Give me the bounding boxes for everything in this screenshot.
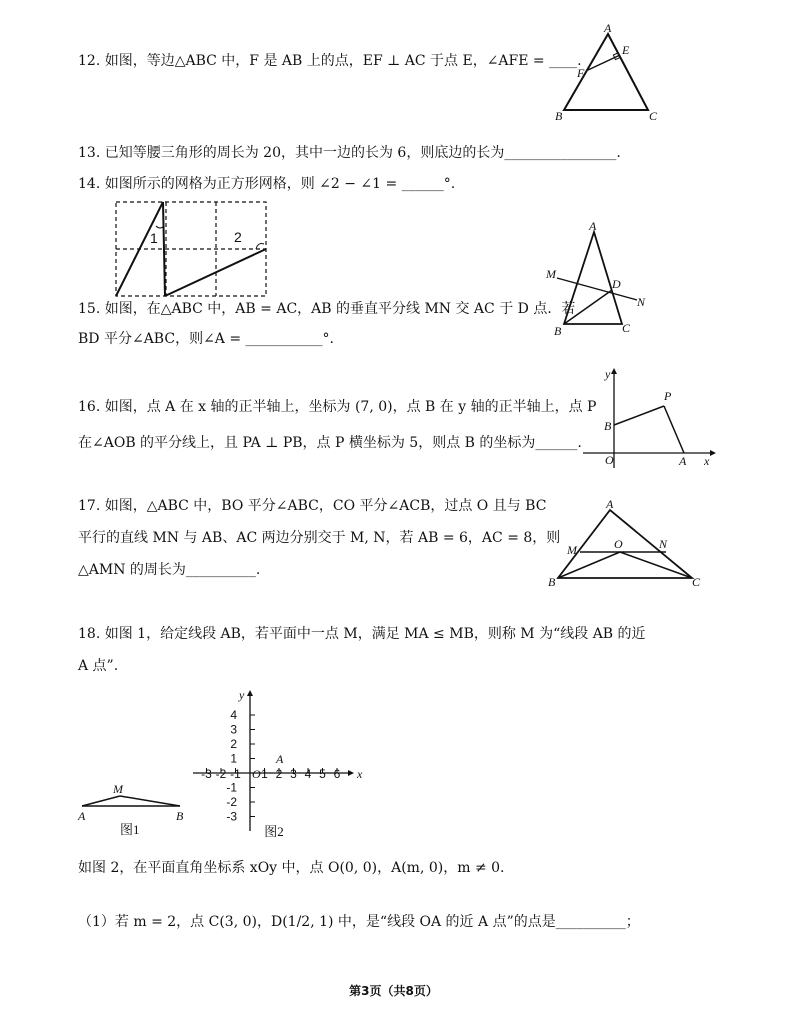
figure-caption: 图1 (120, 822, 140, 837)
label-N: N (659, 537, 668, 551)
question-16-line2: 在∠AOB 的平分线上，且 PA ⊥ PB，点 P 横坐标为 5，则点 B 的坐标为______. (78, 435, 582, 451)
label-B: B (554, 324, 562, 338)
x-axis-arrow (348, 770, 354, 776)
figure-q17-triangle (542, 498, 712, 593)
y-axis-arrow (247, 690, 253, 696)
question-15-line1: 15. 如图，在△ABC 中，AB = AC，AB 的垂直平分线 MN 交 AC 于 D 点．若 (78, 301, 576, 317)
question-18-line4: （1）若 m = 2，点 C(3, 0)，D(1/2, 1) 中，是“线段 OA 的近 A 点”的点是__________； (78, 914, 640, 930)
figure-q18-fig2-axes (190, 686, 365, 839)
label-B: B (176, 809, 184, 823)
y-tick-label: 3 (230, 722, 237, 737)
x-tick-label: 1 (261, 767, 268, 781)
y-tick-label: 2 (230, 737, 237, 751)
y-tick-label: -3 (226, 809, 237, 824)
x-tick-label: 4 (304, 767, 312, 781)
figure-q16-coordinate (580, 366, 720, 471)
axis-label-x: x (357, 767, 363, 781)
label-angle-2: 2 (234, 229, 242, 245)
question-18-line3: 如图 2，在平面直角坐标系 xOy 中，点 O(0, 0)，A(m, 0)，m ≠ 0. (78, 860, 505, 876)
label-A: A (589, 219, 597, 233)
question-17-line2: 平行的直线 MN 与 AB、AC 两边分别交于 M, N，若 AB = 6，AC = 8，则 (78, 530, 561, 546)
y-tick-label: -2 (226, 795, 237, 809)
label-C: C (649, 109, 658, 123)
question-13: 13. 已知等腰三角形的周长为 20，其中一边的长为 6，则底边的长为________________. (78, 145, 621, 161)
label-D: D (612, 277, 621, 291)
question-17-line3: △AMN 的周长为__________. (78, 562, 261, 578)
label-A: A (679, 454, 687, 468)
axis-label-y: y (239, 688, 245, 702)
label-A: A (78, 809, 86, 823)
label-C: C (622, 321, 631, 335)
x-tick-label: -3 (201, 767, 212, 781)
point-label-A: A (276, 752, 284, 766)
x-tick-label: -1 (230, 767, 241, 781)
label-M: M (113, 782, 123, 796)
origin-label: O (252, 767, 261, 781)
x-tick-label: 5 (319, 767, 326, 781)
question-15-line2: BD 平分∠ABC，则∠A = ___________°. (78, 331, 334, 347)
label-M: M (567, 543, 577, 557)
figure-q18-fig1 (76, 780, 196, 840)
label-B: B (555, 109, 563, 123)
x-tick-label: 3 (290, 767, 297, 781)
y-tick-label: 1 (230, 751, 237, 766)
label-angle-1: 1 (150, 230, 158, 246)
page-footer: 第3页（共8页） (349, 984, 438, 998)
label-x: x (704, 454, 710, 468)
label-C: C (692, 575, 701, 589)
label-y: y (605, 367, 611, 381)
label-B: B (604, 419, 612, 433)
question-18-line2: A 点”. (78, 658, 119, 674)
label-A: A (606, 497, 614, 511)
question-17-line1: 17. 如图，△ABC 中，BO 平分∠ABC，CO 平分∠ACB，过点 O 且与 BC (78, 498, 547, 514)
figure-caption: 图2 (264, 824, 284, 839)
question-14: 14. 如图所示的网格为正方形网格，则 ∠2 − ∠1 = ______°. (78, 176, 456, 192)
label-P: P (664, 389, 672, 403)
x-tick-label: 6 (333, 767, 341, 781)
x-tick-label: 2 (275, 767, 283, 781)
figure-q12-equilateral-triangle (550, 22, 670, 127)
question-16-line1: 16. 如图，点 A 在 x 轴的正半轴上，坐标为 (7, 0)，点 B 在 y 轴的正半轴上，点 P (78, 399, 597, 415)
y-tick-label: -1 (226, 780, 237, 795)
label-E: E (622, 43, 630, 57)
label-F: F (577, 66, 585, 80)
question-12: 12. 如图，等边△ABC 中，F 是 AB 上的点，EF ⊥ AC 于点 E，∠AFE = ____. (78, 53, 582, 69)
y-tick-label: 4 (230, 708, 237, 722)
label-B: B (548, 575, 556, 589)
x-tick-label: -2 (215, 767, 227, 781)
figure-q15-isosceles-triangle (542, 220, 652, 340)
label-M: M (546, 267, 556, 281)
question-18-line1: 18. 如图 1，给定线段 AB，若平面中一点 M，满足 MA ≤ MB，则称 M 为“线段 AB 的近 (78, 626, 646, 642)
label-N: N (637, 295, 646, 309)
label-O: O (614, 537, 623, 551)
label-A: A (604, 21, 612, 35)
figure-q14-grid (108, 196, 273, 300)
label-O: O (605, 453, 614, 467)
